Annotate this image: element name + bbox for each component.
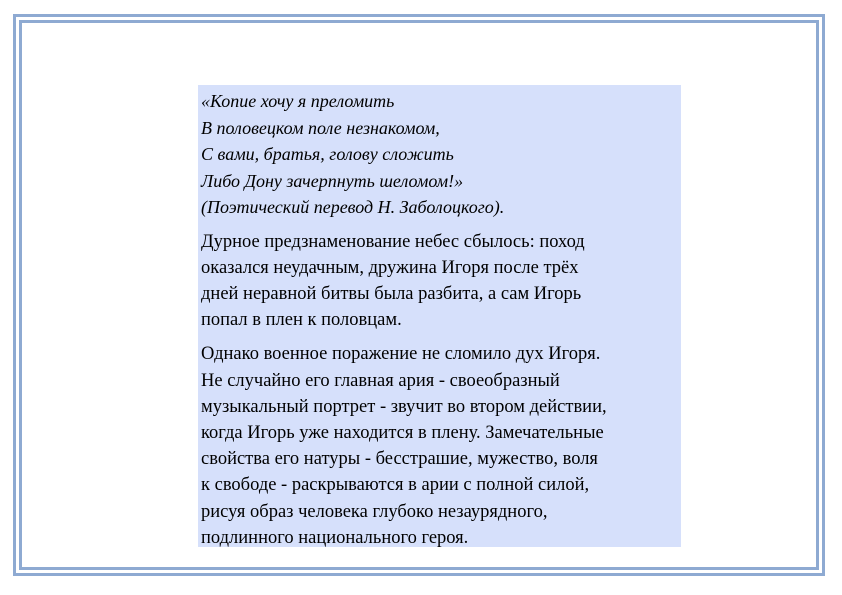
poem-line: В половецком поле незнакомом, xyxy=(201,117,440,138)
paragraph-line: Не случайно его главная ария - своеобразный xyxy=(201,370,560,391)
poem-line: Либо Дону зачерпнуть шеломом!» xyxy=(201,170,464,191)
poem-line: «Копие хочу я преломить xyxy=(201,91,395,111)
paragraph-line: свойства его натуры - бесстрашие, мужество, воля xyxy=(201,449,598,470)
paragraph-spirit xyxy=(201,341,681,551)
paragraph-line: Дурное предзнаменование небес сбылось: поход xyxy=(201,231,585,252)
poem-quote xyxy=(201,88,681,221)
poem-attribution: (Поэтический перевод Н. Заболоцкого). xyxy=(201,197,505,217)
paragraph-line: попал в плен к половцам. xyxy=(201,310,402,331)
paragraph-defeat xyxy=(201,229,681,334)
paragraph-line: дней неравной битвы была разбита, а сам Игорь xyxy=(201,283,582,304)
paragraph-line: подлинного национального героя. xyxy=(201,527,469,548)
text-box xyxy=(198,85,681,547)
paragraph-line: рисуя образ человека глубоко незаурядного, xyxy=(201,501,548,522)
paragraph-line: Однако военное поражение не сломило дух Игоря. xyxy=(201,344,601,365)
paragraph-line: к свободе - раскрываются в арии с полной силой, xyxy=(201,475,590,496)
paragraph-line: музыкальный портрет - звучит во втором действии, xyxy=(201,396,607,417)
paragraph-line: когда Игорь уже находится в плену. Замечательные xyxy=(201,422,604,443)
paragraph-line: оказался неудачным, дружина Игоря после трёх xyxy=(201,257,579,278)
poem-line: С вами, братья, голову сложить xyxy=(201,144,454,164)
